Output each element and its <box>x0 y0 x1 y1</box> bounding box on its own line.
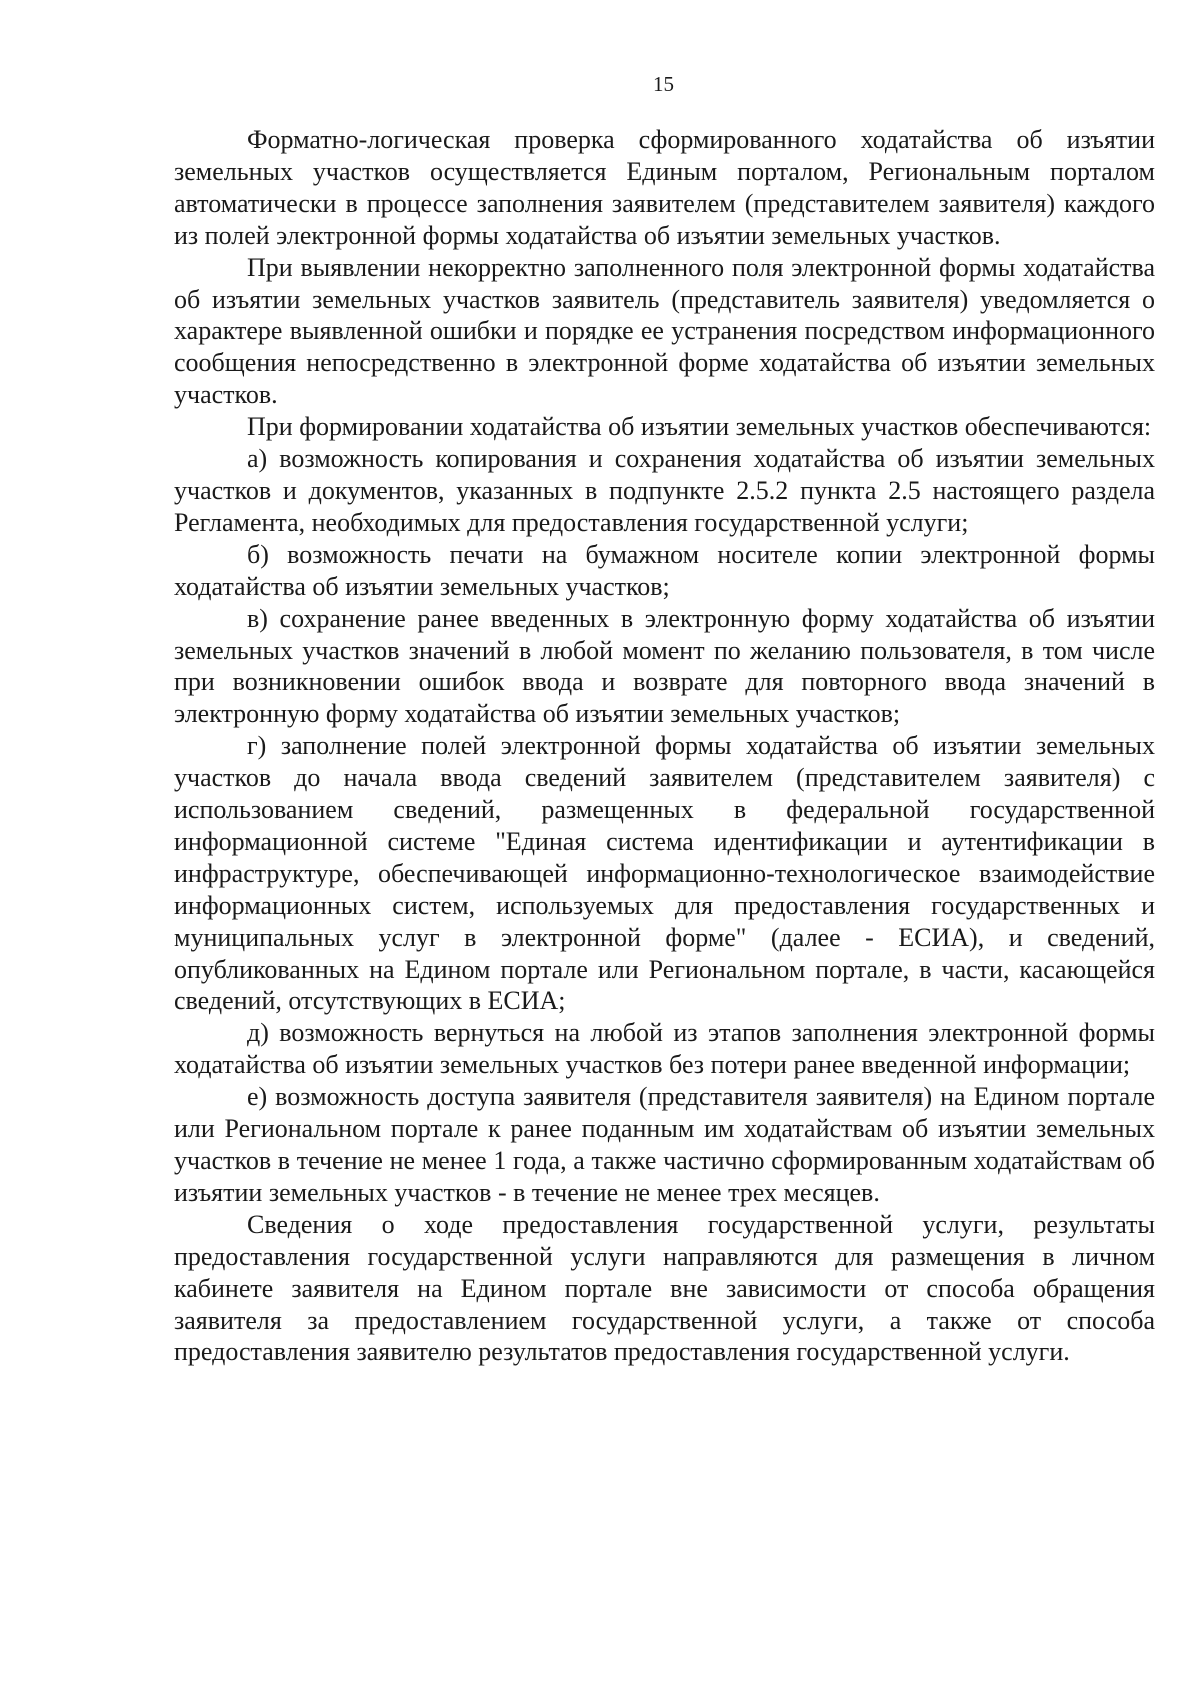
paragraph-error-notification: При выявлении некорректно заполненного поля электронной формы ходатайства об изъятии земельных участков заявитель (представитель заявителя) уведомляется о характере выявленной ошибки и порядке ее устранения посредством информационного сообщения непосредственно в электронной форме ходатайства об изъятии земельных участков. <box>174 252 1155 410</box>
paragraph-service-progress: Сведения о ходе предоставления государственной услуги, результаты предоставления государственной услуги направляются для размещения в личном кабинете заявителя на Едином портале вне зависимости от способа обращения заявителя за предоставлением государственной услуги, а также от способа предоставления заявителю результатов предоставления государственной услуги. <box>174 1209 1155 1367</box>
page-number: 15 <box>653 72 674 96</box>
list-item-a: а) возможность копирования и сохранения ходатайства об изъятии земельных участков и документов, указанных в подпункте 2.5.2 пункта 2.5 настоящего раздела Регламента, необходимых для предоставления государственной услуги; <box>174 444 1155 537</box>
list-item-e: е) возможность доступа заявителя (представителя заявителя) на Едином портале или Региональном портале к ранее поданным им ходатайствам об изъятии земельных участков в течение не менее 1 года, а также частично сформированным ходатайствам об изъятии земельных участков - в течение не менее трех месяцев. <box>174 1082 1155 1207</box>
document-body <box>174 124 1155 1368</box>
paragraph-format-check: Форматно-логическая проверка сформированного ходатайства об изъятии земельных участков осуществляется Единым порталом, Региональным порталом автоматически в процессе заполнения заявителем (представителем заявителя) каждого из полей электронной формы ходатайства об изъятии земельных участков. <box>174 125 1155 250</box>
list-item-d: д) возможность вернуться на любой из этапов заполнения электронной формы ходатайства об изъятии земельных участков без потери ранее введенной информации; <box>174 1018 1155 1080</box>
list-item-v: в) сохранение ранее введенных в электронную форму ходатайства об изъятии земельных участков значений в любой момент по желанию пользователя, в том числе при возникновении ошибок ввода и возврате для повторного ввода значений в электронную форму ходатайства об изъятии земельных участков; <box>174 603 1155 729</box>
paragraph-provisions-intro: При формировании ходатайства об изъятии земельных участков обеспечиваются: <box>247 412 1152 442</box>
list-item-g: г) заполнение полей электронной формы ходатайства об изъятии земельных участков до начала ввода сведений заявителем (представителем заявителя) с использованием сведений, размещенных в федеральной государственной информационной системе "Единая система идентификации и аутентификации в инфраструктуре, обеспечивающей информационно-технологическое взаимодействие информационных систем, используемых для предоставления государственных и муниципальных услуг в электронной форме" (далее - ЕСИА), и сведений, опубликованных на Едином портале или Региональном портале, в части, касающейся сведений, отсутствующих в ЕСИА; <box>174 731 1155 1016</box>
list-item-b: б) возможность печати на бумажном носителе копии электронной формы ходатайства об изъятии земельных участков; <box>174 539 1155 601</box>
